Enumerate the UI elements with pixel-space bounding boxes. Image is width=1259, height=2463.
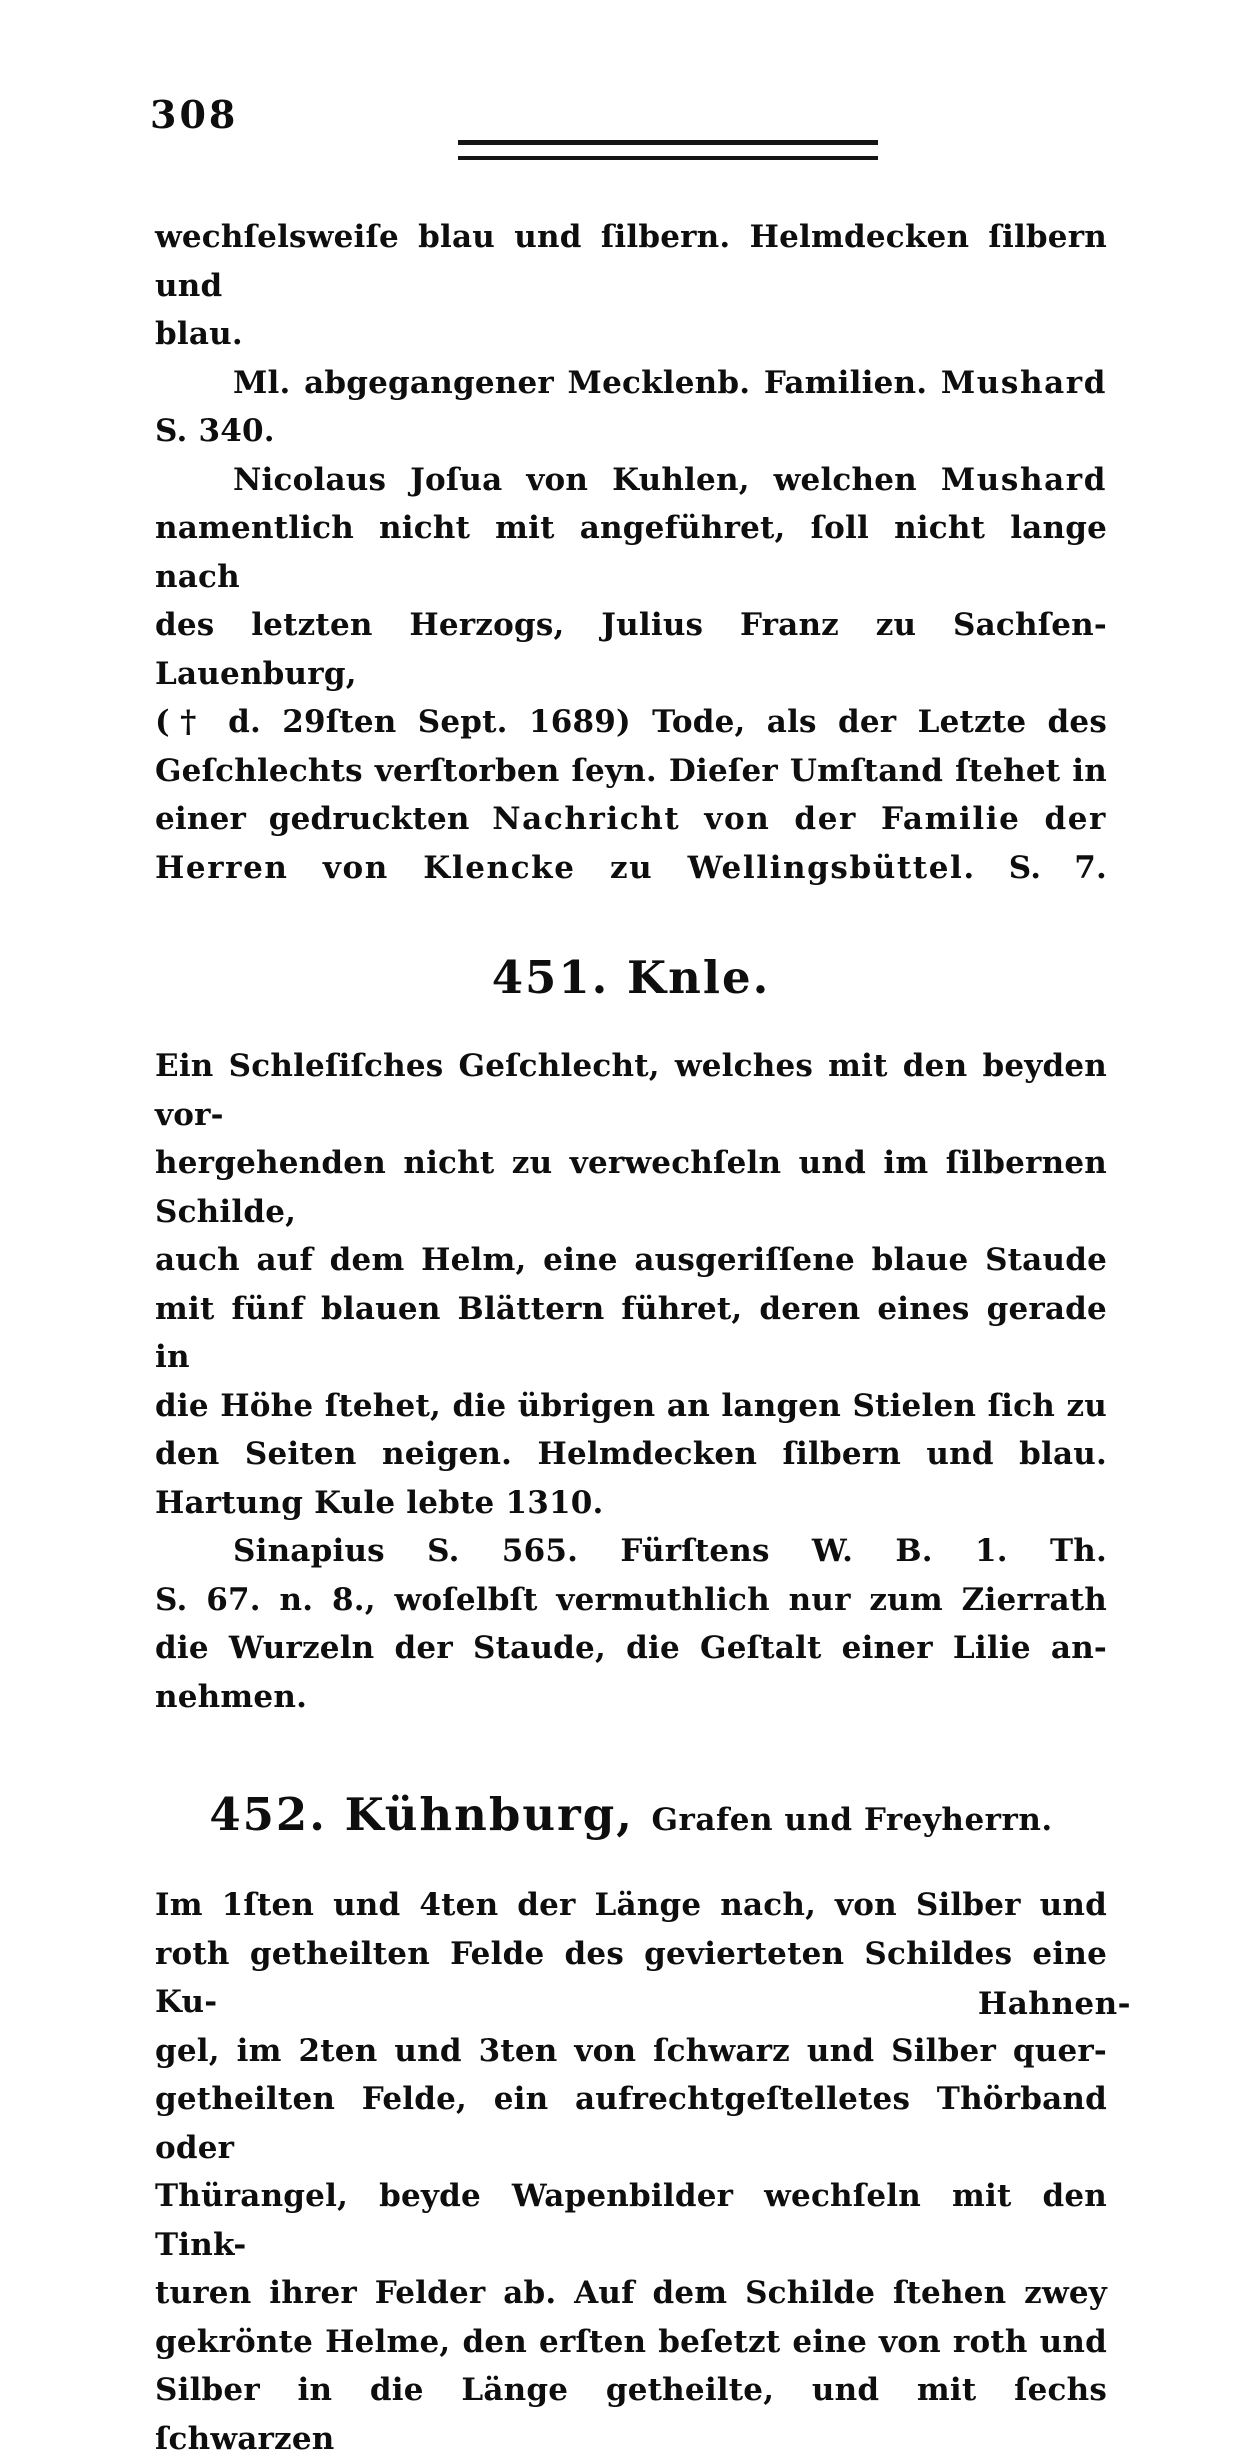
text-line <box>155 1382 1107 1431</box>
text-line <box>155 698 1107 747</box>
text-segment: Ml. abgegangener Mecklenb. Familien. <box>233 364 941 401</box>
text-line <box>155 1042 1107 1139</box>
text-segment: († d. 29ſten Sept. 1689) Tode, als der Letzte des <box>155 704 1107 740</box>
text-line <box>155 407 1107 456</box>
heading-451 <box>155 948 1107 1018</box>
text-segment: des letzten Herzogs, Julius Franz zu Sachſen-Lauenburg, <box>155 607 1107 692</box>
text-line <box>155 1139 1107 1236</box>
text-line <box>155 1624 1107 1673</box>
heading-text: Grafen und Freyherrn. <box>651 1802 1053 1838</box>
text-line <box>155 504 1107 601</box>
text-segment: Thürangel, beyde Wapenbilder wechſeln mit den Tink- <box>155 2178 1107 2263</box>
text-segment: gel, im 2ten und 3ten von ſchwarz und Silber quer- <box>155 2032 1107 2069</box>
text-column <box>155 213 1107 2463</box>
text-line <box>155 2366 1107 2463</box>
text-segment: die Wurzeln der Staude, die Geſtalt einer Lilie an- <box>155 1630 1107 1666</box>
text-segment: Herren von Klencke zu Wellingsbüttel. <box>155 849 976 886</box>
text-segment: blau. <box>155 316 243 352</box>
text-segment: wechſelsweiſe blau und ſilbern. Helmdecken ſilbern und <box>155 219 1107 304</box>
text-segment: namentlich nicht mit angeführet, ſoll nicht lange nach <box>155 510 1107 595</box>
text-segment: turen ihrer Felder ab. Auf dem Schilde ſtehen zwey <box>155 2275 1107 2311</box>
text-segment: Silber in die Länge getheilte, und mit ſechs ſchwarzen <box>155 2372 1107 2457</box>
text-segment: Sinapius S. 565. Fürſtens W. B. 1. Th. <box>233 1533 1107 1569</box>
text-segment: die Höhe ſtehet, die übrigen an langen Stielen ſich zu <box>155 1387 1107 1424</box>
catchword: Hahnen- <box>977 1986 1131 2022</box>
text-line <box>155 2027 1107 2076</box>
heading-452 <box>155 1785 1107 1855</box>
text-line <box>155 1527 1107 1576</box>
heading-text: 451. Knle. <box>491 951 771 1004</box>
text-line <box>155 747 1107 796</box>
text-line <box>155 1430 1107 1479</box>
text-segment: S. 7. <box>975 849 1107 886</box>
text-line <box>155 601 1107 698</box>
text-segment: Ein Schleſiſches Geſchlecht, welches mit den beyden vor- <box>155 1048 1107 1133</box>
text-line <box>155 1930 1107 2027</box>
text-line <box>155 310 1107 359</box>
text-line <box>155 1881 1107 1930</box>
text-segment: S. 340. <box>155 413 275 449</box>
text-line <box>155 844 1107 893</box>
text-segment: auch auf dem Helm, eine ausgeriſſene blaue Staude <box>155 1242 1107 1278</box>
text-line <box>155 2172 1107 2269</box>
text-line <box>155 795 1107 844</box>
text-segment: roth getheilten Felde des gevierteten Schildes eine Ku- <box>155 1935 1107 2020</box>
text-line <box>155 1285 1107 1382</box>
text-line <box>155 1479 1107 1528</box>
text-segment: Geſchlechts verſtorben ſeyn. Dieſer Umſtand ſtehet in <box>155 752 1107 789</box>
text-segment: hergehenden nicht zu verwechſeln und im ſilbernen Schilde, <box>155 1145 1107 1230</box>
text-line <box>155 1673 1107 1722</box>
text-line <box>155 2075 1107 2172</box>
text-line <box>155 456 1107 505</box>
text-segment: einer gedruckten <box>155 801 493 837</box>
text-segment: Mushard <box>940 364 1107 401</box>
text-line <box>155 359 1107 408</box>
text-segment: mit fünf blauen Blättern führet, deren eines gerade in <box>155 1290 1107 1375</box>
text-segment: gekrönte Helme, den erſten beſetzt eine von roth und <box>155 2323 1107 2360</box>
text-segment: Nicolaus Joſua von Kuhlen, welchen <box>233 461 941 498</box>
text-segment: getheilten Felde, ein aufrechtgeſtelletes Thörband oder <box>155 2081 1107 2166</box>
heading-text: 452. Kühnburg, <box>209 1788 652 1841</box>
text-line <box>155 2269 1107 2318</box>
text-segment: Im 1ſten und 4ten der Länge nach, von Silber und <box>155 1887 1107 1923</box>
text-segment: S. 67. n. 8., woſelbſt vermuthlich nur zum Zierrath <box>155 1581 1107 1618</box>
text-segment: Nachricht von der Familie der <box>492 801 1107 837</box>
text-line <box>155 1236 1107 1285</box>
text-segment: nehmen. <box>155 1678 308 1715</box>
header-double-rule <box>458 140 878 160</box>
text-segment: Mushard <box>940 461 1107 498</box>
text-line <box>155 1576 1107 1625</box>
text-segment: Hartung Kule lebte 1310. <box>155 1484 604 1521</box>
text-segment: den Seiten neigen. Helmdecken ſilbern und blau. <box>155 1436 1107 1472</box>
page-number: 308 <box>150 92 239 137</box>
text-line <box>155 213 1107 310</box>
text-line <box>155 2318 1107 2367</box>
